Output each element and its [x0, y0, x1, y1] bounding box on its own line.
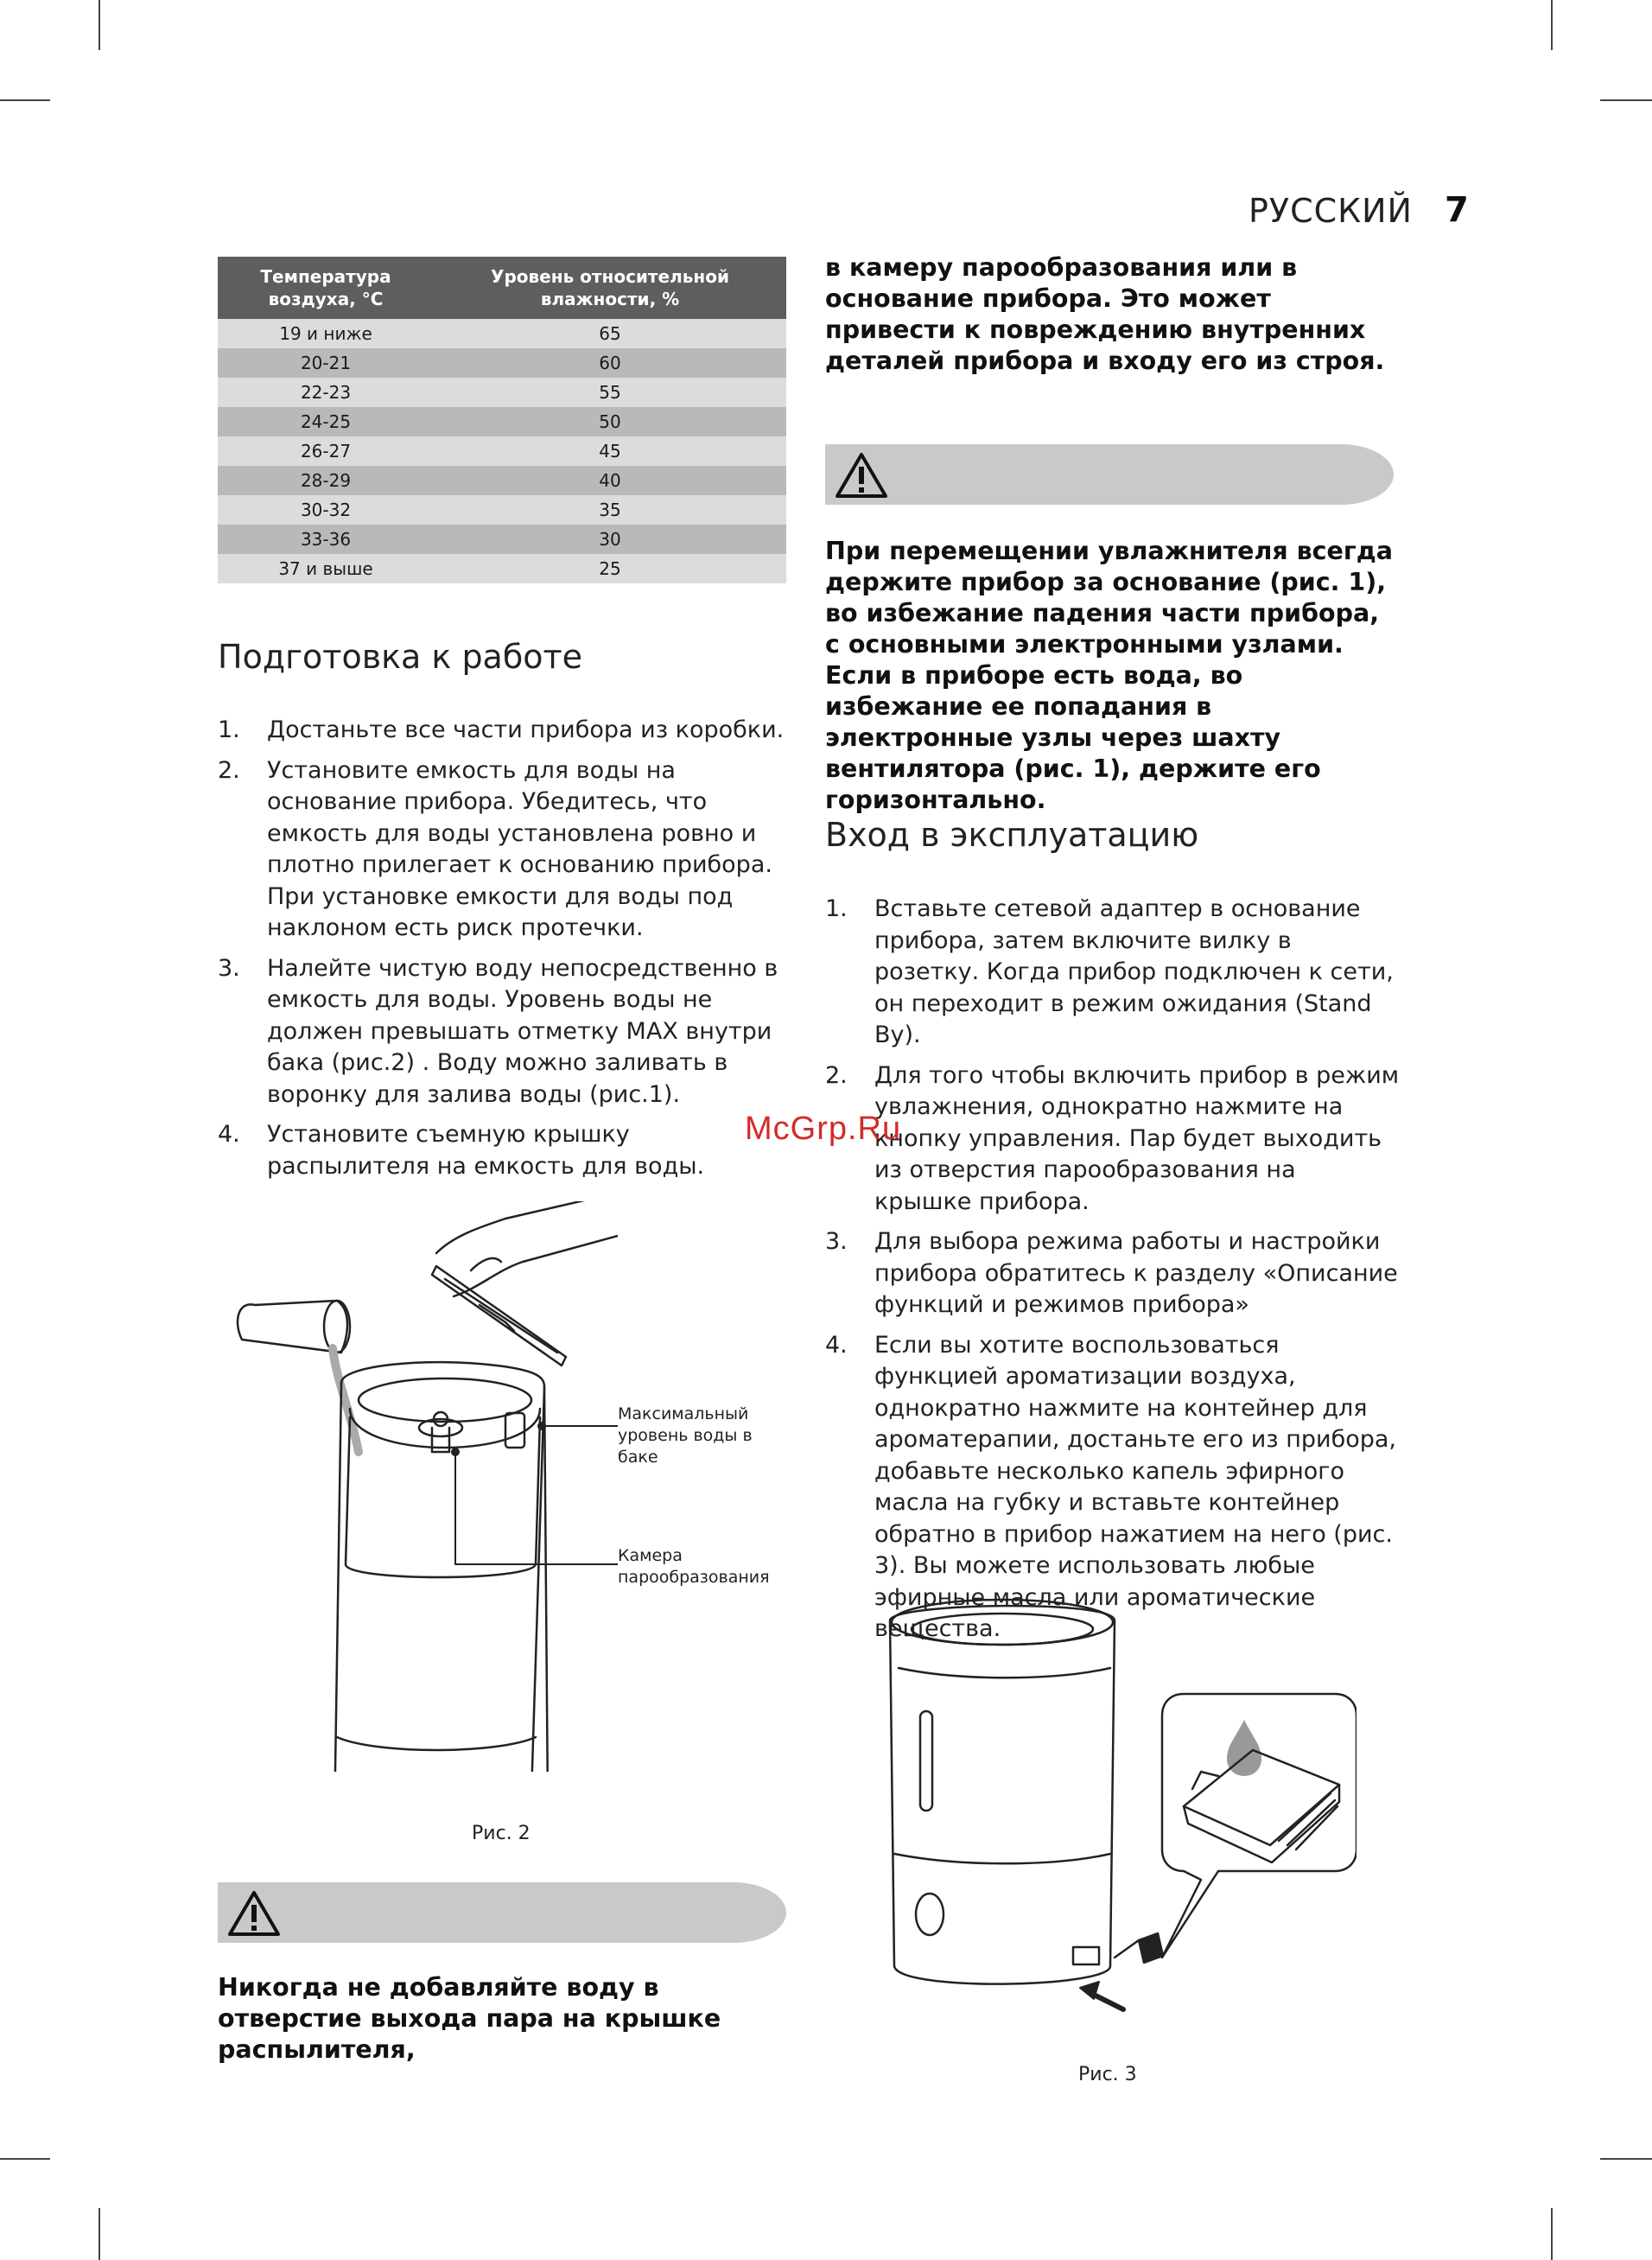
list-item	[218, 755, 792, 945]
figure-2-caption: Рис. 2	[472, 1823, 531, 1844]
table-row	[218, 495, 786, 525]
crop-mark	[98, 2208, 100, 2260]
figure-2-illustration	[220, 1201, 618, 1772]
operation-heading: Вход в эксплуатацию	[825, 816, 1199, 854]
table-cell: 50	[434, 407, 786, 436]
step-text: Установите емкость для воды на основание прибора. Убедитесь, что емкость для воды установлена ровно и плотно прилегает к основанию прибора. При установке емкости для воды под наклоном есть риск протечки.	[267, 756, 772, 941]
table-cell: 33-36	[218, 525, 434, 554]
table-row	[218, 466, 786, 495]
table-cell: 28-29	[218, 466, 434, 495]
table-row	[218, 378, 786, 407]
table-cell: 30-32	[218, 495, 434, 525]
step-text: Для того чтобы включить прибор в режим увлажнения, однократно нажмите на кнопку управления. Пар будет выходить из отверстия парообразования на крышке прибора.	[874, 1061, 1400, 1215]
table-row	[218, 319, 786, 348]
watermark: McGrp.Ru	[745, 1111, 902, 1147]
warning-continuation: в камеру парообразования или в основание прибора. Это может привести к повреждению внутренних деталей прибора и входу его из строя.	[825, 253, 1385, 375]
step-text: Установите съемную крышку распылителя на емкость для воды.	[267, 1121, 705, 1180]
table-cell: 55	[434, 378, 786, 407]
table-cell: 60	[434, 348, 786, 378]
warning-bar	[218, 1882, 786, 1943]
step-number: 2.	[218, 756, 240, 784]
step-number: 3.	[825, 1228, 848, 1255]
warning-bar	[825, 444, 1394, 505]
table-cell: 45	[434, 436, 786, 466]
step-number: 3.	[218, 954, 240, 982]
table-cell: 65	[434, 319, 786, 348]
table-header-temperature: Температура воздуха, °C	[218, 257, 434, 319]
table-cell: 37 и выше	[218, 554, 434, 583]
crop-mark	[1600, 99, 1652, 101]
table-row	[218, 407, 786, 436]
language-label: РУССКИЙ	[1249, 192, 1413, 230]
warning-triangle-icon	[226, 1889, 282, 1938]
step-text: Для выбора режима работы и настройки прибора обратитесь к разделу «Описание функций и режимов прибора»	[874, 1228, 1398, 1318]
warning-triangle-icon	[834, 451, 889, 500]
step-text: Если вы хотите воспользоваться функцией ароматизации воздуха, однократно нажмите на контейнер для ароматерапии, достаньте его из прибора, добавьте несколько капель эфирного масла на губку и вставьте контейнер обратно в прибор нажатием на него (рис. 3). Вы можете использовать любые эфирные масла или ароматические вещества.	[874, 1331, 1397, 1642]
step-number: 1.	[218, 716, 240, 743]
prep-heading: Подготовка к работе	[218, 638, 583, 676]
table-cell: 35	[434, 495, 786, 525]
table-cell: 19 и ниже	[218, 319, 434, 348]
crop-mark	[98, 0, 100, 50]
prep-steps-list	[218, 715, 792, 1191]
step-text: Вставьте сетевой адаптер в основание прибора, затем включите вилку в розетку. Когда прибор подключен к сети, он переходит в режим ожидания (Stand By).	[874, 895, 1394, 1048]
step-text: Достаньте все части прибора из коробки.	[267, 716, 785, 743]
operation-steps-list	[825, 894, 1400, 1654]
warning-text-left: Никогда не добавляйте воду в отверстие выхода пара на крышке распылителя,	[218, 1973, 721, 2064]
table-cell: 25	[434, 554, 786, 583]
figure-3-caption: Рис. 3	[1078, 2064, 1137, 2085]
table-cell: 30	[434, 525, 786, 554]
step-text: Налейте чистую воду непосредственно в емкость для воды. Уровень воды не должен превышать отметку MAX внутри бака (рис.2) . Воду можно заливать в воронку для залива воды (рис.1).	[267, 954, 778, 1108]
list-item	[218, 953, 792, 1111]
step-number: 2.	[825, 1061, 848, 1089]
step-number: 4.	[825, 1331, 848, 1359]
list-item	[218, 1119, 792, 1182]
table-row	[218, 554, 786, 583]
table-row	[218, 348, 786, 378]
step-number: 1.	[825, 895, 848, 922]
crop-mark	[0, 2158, 50, 2160]
crop-mark	[0, 99, 50, 101]
table-row	[218, 525, 786, 554]
table-header-humidity: Уровень относительной влажности, %	[434, 257, 786, 319]
page-number: 7	[1445, 190, 1469, 230]
list-item	[825, 894, 1400, 1052]
crop-mark	[1600, 2158, 1652, 2160]
label-max-level: Максимальный уровень воды в баке	[618, 1404, 753, 1467]
crop-mark	[1551, 2208, 1553, 2260]
crop-mark	[1551, 0, 1553, 50]
figure-3-illustration	[873, 1595, 1357, 2044]
table-cell: 40	[434, 466, 786, 495]
table-cell: 20-21	[218, 348, 434, 378]
list-item	[825, 1226, 1400, 1321]
list-item	[825, 1060, 1400, 1219]
table-row	[218, 436, 786, 466]
warning-text-right: При перемещении увлажнителя всегда держите прибор за основание (рис. 1), во избежание падения части прибора, с основными электронными узлами. Если в приборе есть вода, во избежание ее попадания в электронные узлы через шахту вентилятора (рис. 1), держите его горизонтально.	[825, 537, 1393, 814]
step-number: 4.	[218, 1121, 240, 1148]
label-steam-chamber: Камера парообразования	[618, 1546, 770, 1587]
table-cell: 26-27	[218, 436, 434, 466]
table-cell: 22-23	[218, 378, 434, 407]
humidity-table	[218, 257, 786, 583]
table-cell: 24-25	[218, 407, 434, 436]
list-item	[218, 715, 792, 747]
